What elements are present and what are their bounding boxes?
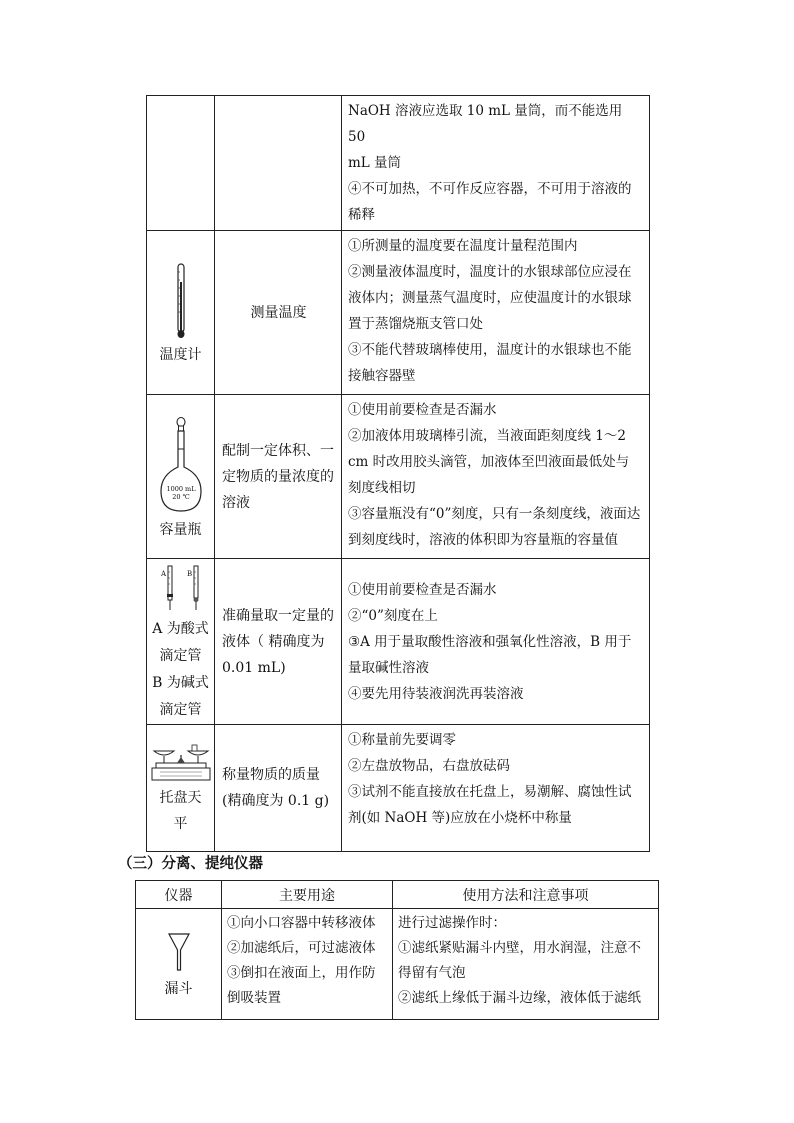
use-line: 溶液 — [222, 494, 250, 511]
note-line: 到刻度线时，溶液的体积即为容量瓶的容量值 — [348, 532, 618, 548]
section-heading: （三）分离、提纯仪器 — [118, 855, 263, 872]
use-line: 配制一定体积、一 — [222, 442, 334, 459]
instrument-name-line: 托盘天 — [159, 790, 202, 806]
column-header: 主要用途 — [222, 881, 393, 909]
balance-icon — [150, 743, 212, 783]
note-line: 刻度线相切 — [348, 480, 416, 496]
instrument-cell — [147, 231, 215, 395]
notes-cell — [342, 231, 650, 395]
instrument-name: 温度计 — [159, 346, 202, 363]
note-line: ①称量前先要调零 — [348, 732, 456, 748]
note-line: ④要先用待装液润洗再装溶液 — [348, 685, 524, 702]
use-line: ①向小口容器中转移液体 — [227, 915, 376, 931]
note-line: 接触容器壁 — [348, 368, 416, 384]
instrument-name-line: 平 — [173, 816, 188, 832]
note-line: NaOH 溶液应选取 10 mL 量筒，而不能选用 50 — [348, 103, 623, 145]
table-row — [136, 909, 659, 1020]
instrument-name: 漏斗 — [164, 981, 193, 997]
instrument-name-line: B 为碱式 — [152, 674, 209, 691]
note-line: 量取碱性溶液 — [348, 659, 429, 676]
use-line: 倒吸装置 — [227, 990, 281, 1006]
notes-cell — [393, 909, 659, 1020]
note-line: mL 量筒 — [348, 155, 402, 171]
use-line: 称量物质的质量 — [222, 767, 320, 783]
flask-volume-label: 1000 mL — [165, 484, 196, 493]
use-cell — [215, 96, 342, 231]
notes-cell — [342, 559, 650, 725]
column-header: 仪器 — [136, 881, 222, 909]
burette-icon — [155, 564, 207, 614]
instrument-name-line: 滴定管 — [159, 647, 202, 664]
use-cell — [215, 395, 342, 559]
note-line: 液体内；测量蒸气温度时，应使温度计的水银球 — [348, 290, 632, 306]
table-row — [147, 725, 650, 852]
instrument-name-line: A 为酸式 — [152, 620, 209, 637]
use-line: (精确度为 0.1 g) — [222, 793, 330, 809]
note-line: ②测量液体温度时，温度计的水银球部位应浸在 — [348, 264, 632, 280]
instrument-cell — [147, 96, 215, 231]
note-line: ③不能代替玻璃棒使用，温度计的水银球也不能 — [348, 342, 632, 358]
note-line: ③试剂不能直接放在托盘上，易潮解、腐蚀性试 — [348, 784, 632, 800]
note-line: 稀释 — [348, 207, 375, 223]
burette-b-label: B — [186, 569, 192, 578]
table-header-row — [136, 881, 659, 909]
thermometer-icon — [171, 262, 191, 340]
table-row — [147, 96, 650, 231]
note-line: ②加液体用玻璃棒引流，当液面距刻度线 1～2 — [348, 428, 626, 444]
table-row — [147, 559, 650, 725]
use-line: ③倒扣在液面上，用作防 — [227, 965, 376, 981]
use-line: 准确量取一定量的 — [222, 607, 334, 624]
instrument-cell — [136, 909, 222, 1020]
column-header: 使用方法和注意事项 — [393, 881, 659, 909]
note-line: 置于蒸馏烧瓶支管口处 — [348, 316, 483, 332]
funnel-icon — [167, 930, 191, 974]
note-line: ①使用前要检查是否漏水 — [348, 581, 497, 598]
note-line: ①滤纸紧贴漏斗内壁，用水润湿，注意不 — [398, 940, 641, 956]
use-line: 液体（ 精确度为 — [222, 633, 325, 650]
use-cell — [222, 909, 393, 1020]
use-cell: 测量温度 — [215, 231, 342, 395]
note-line: 进行过滤操作时： — [398, 915, 506, 931]
use-line: 定物质的量浓度的 — [222, 468, 334, 485]
note-line: ②滤纸上缘低于漏斗边缘，液体低于滤纸 — [398, 990, 641, 1006]
notes-cell — [342, 725, 650, 852]
instrument-name-line: 滴定管 — [159, 701, 202, 718]
burette-a-label: A — [160, 569, 166, 578]
separation-instruments-table — [135, 880, 659, 1020]
instrument-cell — [147, 395, 215, 559]
note-line: ③容量瓶没有“0”刻度，只有一条刻度线，液面达 — [348, 506, 641, 522]
note-line: ①使用前要检查是否漏水 — [348, 402, 497, 418]
use-line: ②加滤纸后，可过滤液体 — [227, 940, 376, 956]
instrument-cell — [147, 559, 215, 725]
instrument-name: 容量瓶 — [159, 521, 202, 538]
note-line: ④不可加热，不可作反应容器，不可用于溶液的 — [348, 181, 632, 197]
volumetric-flask-icon — [157, 415, 205, 515]
note-line: ③A 用于量取酸性溶液和强氧化性溶液，B 用于 — [348, 633, 632, 650]
instruments-table — [146, 95, 650, 852]
use-line: 0.01 mL) — [222, 659, 286, 676]
note-line: ②“0”刻度在上 — [348, 607, 438, 624]
use-cell — [215, 559, 342, 725]
note-line: ①所测量的温度要在温度计量程范围内 — [348, 238, 578, 254]
note-line: 得留有气泡 — [398, 965, 466, 981]
table-row — [147, 395, 650, 559]
note-line: ②左盘放物品，右盘放砝码 — [348, 758, 510, 774]
notes-cell — [342, 96, 650, 231]
use-cell — [215, 725, 342, 852]
flask-temp-label: 20 ℃ — [171, 492, 190, 501]
instrument-cell — [147, 725, 215, 852]
table-row — [147, 231, 650, 395]
notes-cell — [342, 395, 650, 559]
note-line: cm 时改用胶头滴管，加液体至凹液面最低处与 — [348, 454, 630, 470]
note-line: 剂(如 NaOH 等)应放在小烧杯中称量 — [348, 810, 572, 826]
